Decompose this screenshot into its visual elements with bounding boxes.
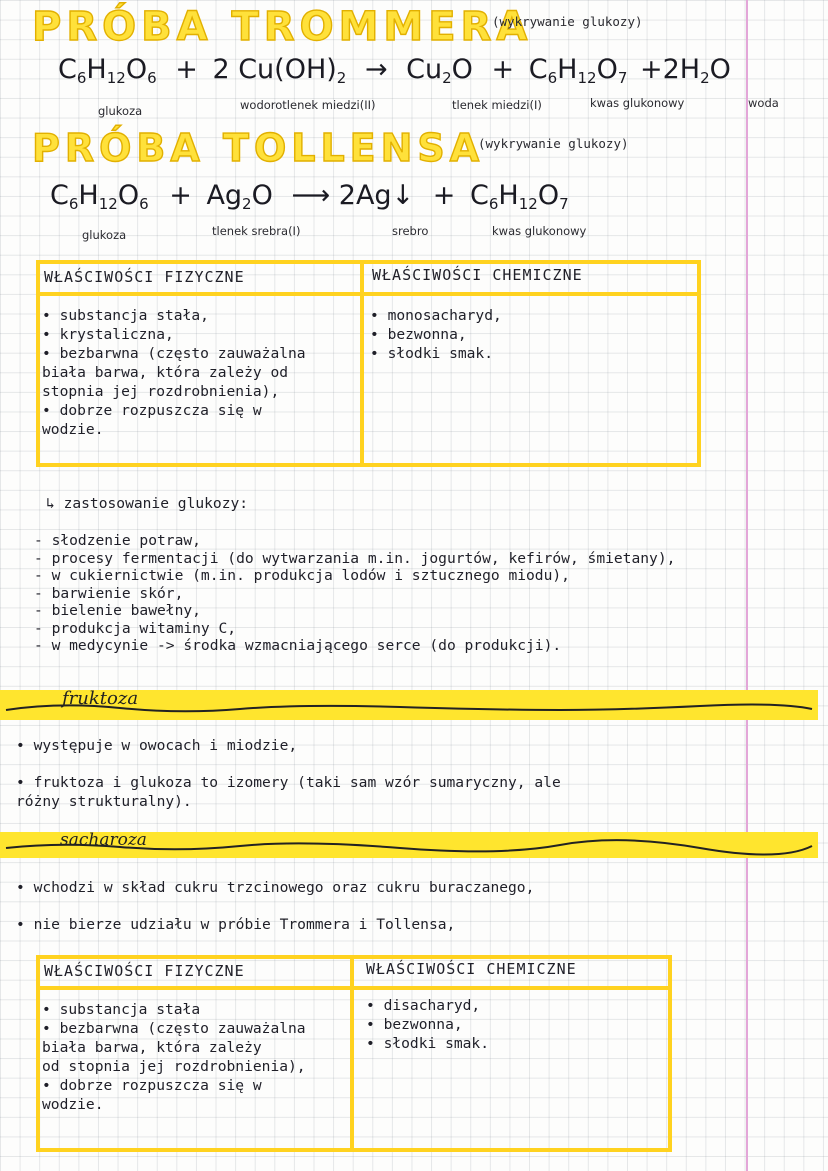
list-item: biała barwa, która zależy od (42, 364, 289, 381)
table-header-divider (38, 986, 670, 990)
list-item: - procesy fermentacji (do wytwarzania m.in. jogurtów, kefirów, śmietany), (34, 549, 676, 567)
arrow-icon: ⟶ (291, 180, 331, 211)
label-glucose: glukoza (98, 104, 143, 118)
glucose-formula: $C_6H_{12}O_6$ (50, 180, 149, 213)
list-item: wodzie. (42, 421, 104, 438)
list-item: • słodki smak. (366, 1035, 490, 1052)
tollens-note: (wykrywanie glukozy) (478, 136, 629, 151)
list-item: • bezwonna, (366, 1016, 463, 1033)
list-item: różny strukturalny). (16, 793, 192, 810)
list-item: • występuje w owocach i miodzie, (16, 737, 298, 754)
fructose-heading: fruktoza (62, 688, 139, 709)
list-item: • słodki smak. (370, 345, 494, 362)
label-copper-oxide: tlenek miedzi(I) (452, 98, 542, 112)
uses-list (34, 532, 675, 655)
silver-oxide-formula: $Ag_2O$ (206, 180, 273, 213)
list-item: • nie bierze udziału w próbie Trommera i Tollensa, (16, 916, 456, 933)
list-item: • bezbarwna (często zauważalna (42, 345, 306, 362)
list-item: • bezbarwna (często zauważalna (42, 1020, 306, 1037)
sucrose-list (16, 878, 534, 934)
list-item: biała barwa, która zależy (42, 1039, 262, 1056)
list-item: • bezwonna, (370, 326, 467, 343)
tollens-title: PRÓBA TOLLENSA (32, 126, 485, 170)
list-item: • monosacharyd, (370, 307, 502, 324)
gluconic-acid-formula: $C_6H_{12}O_7$ (470, 180, 569, 213)
sucrose-heading: sacharoza (60, 830, 147, 850)
list-item: - słodzenie potraw, (34, 532, 201, 549)
trommer-equation: $C_6H_{12}O_6 + 2$ $Cu(OH)_2 \to Cu_2O + C_6H_{12}O_7 +2H_2O$ (58, 54, 731, 87)
glucose-formula: $C_6H_{12}O_6$ (58, 54, 157, 87)
uses-heading: ↳ zastosowanie glukozy: (46, 495, 249, 512)
sucrose-chemical-list (366, 996, 489, 1053)
trommer-note: (wykrywanie glukozy) (492, 14, 643, 29)
glucose-chemical-list (370, 306, 502, 363)
list-item: od stopnia jej rozdrobnienia), (42, 1058, 306, 1075)
list-item: • disacharyd, (366, 997, 481, 1014)
label-gluconic-acid: kwas glukonowy (590, 96, 685, 110)
table-header-divider (38, 292, 698, 296)
arrow-icon: → (364, 54, 388, 85)
list-item: • wchodzi w skład cukru trzcinowego oraz cukru buraczanego, (16, 879, 535, 896)
list-item: wodzie. (42, 1096, 104, 1113)
label-gluconic-acid: kwas glukonowy (492, 224, 587, 238)
tollens-equation: $C_6H_{12}O_6 + Ag_2O$ ⟶ 2Ag↓ + $C_6H_{12}O_7$ (50, 180, 569, 213)
trommer-title: PRÓBA TROMMERA (32, 4, 533, 50)
label-silver: srebro (392, 224, 429, 238)
margin-line (746, 0, 748, 1171)
copper-hydroxide-formula: 2 $Cu(OH)_2$ (212, 54, 347, 87)
water-formula: $+2H_2O$ (639, 54, 731, 87)
chemical-properties-header: WŁAŚCIWOŚCI CHEMICZNE (366, 960, 577, 978)
label-silver-oxide: tlenek srebra(I) (212, 224, 301, 238)
physical-properties-header: WŁAŚCIWOŚCI FIZYCZNE (44, 268, 245, 286)
list-item: • dobrze rozpuszcza się w (42, 1077, 262, 1094)
list-item: - bielenie bawełny, (34, 602, 201, 619)
physical-properties-header: WŁAŚCIWOŚCI FIZYCZNE (44, 962, 245, 980)
list-item: • dobrze rozpuszcza się w (42, 402, 262, 419)
label-water: woda (748, 96, 779, 110)
chemical-properties-header: WŁAŚCIWOŚCI CHEMICZNE (372, 266, 583, 284)
copper-oxide-formula: $Cu_2O$ (406, 54, 473, 87)
silver-product: 2Ag↓ (338, 180, 415, 211)
list-item: - w medycynie -> środka wzmacniającego serce (do produkcji). (34, 637, 562, 654)
list-item: • krystaliczna, (42, 326, 174, 343)
fructose-list (16, 736, 561, 811)
list-item: stopnia jej rozdrobnienia), (42, 383, 280, 400)
sucrose-physical-list (42, 1000, 306, 1114)
list-item: • fruktoza i glukoza to izomery (taki sam wzór sumaryczny, ale (16, 774, 561, 791)
list-item: • substancja stała, (42, 307, 209, 324)
list-item: - w cukiernictwie (m.in. produkcja lodów i sztucznego miodu), (34, 567, 570, 584)
list-item: • substancja stała (42, 1001, 201, 1018)
label-copper-hydroxide: wodorotlenek miedzi(II) (240, 98, 376, 112)
glucose-physical-list (42, 306, 306, 439)
gluconic-acid-formula: $C_6H_{12}O_7$ (528, 54, 628, 87)
label-glucose: glukoza (82, 228, 127, 242)
list-item: - produkcja witaminy C, (34, 619, 237, 637)
list-item: - barwienie skór, (34, 584, 184, 602)
